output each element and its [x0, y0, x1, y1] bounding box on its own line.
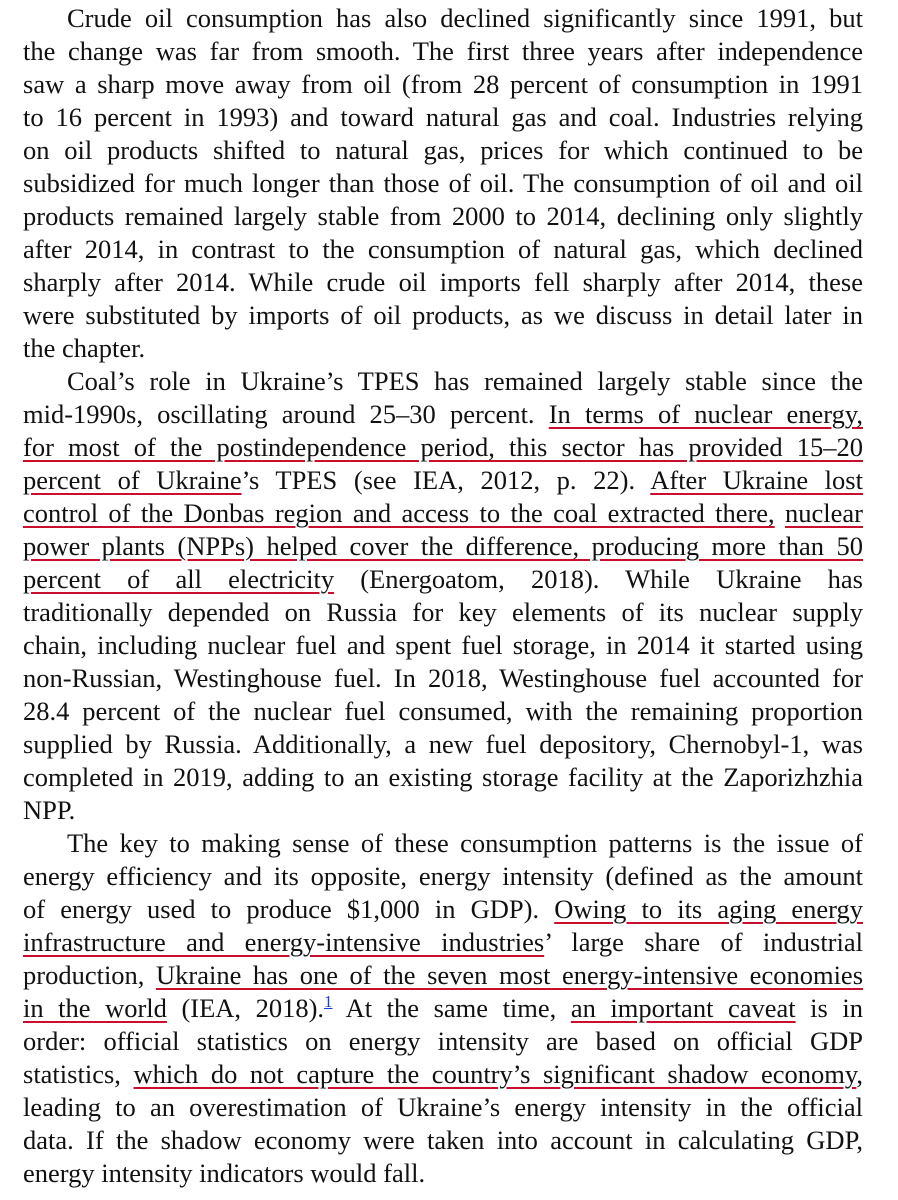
highlighted-text: infrastructure and energy-intensive industries	[23, 927, 545, 957]
text-segment: energy intensity indicators would fall.	[23, 1158, 426, 1188]
text-line	[23, 431, 863, 464]
text-line	[23, 1124, 863, 1157]
text-segment: saw a sharp move away from oil (from 28 percent of consumption in 1991	[23, 69, 863, 99]
text-segment: supplied by Russia. Additionally, a new fuel depository, Chernobyl-1, was	[23, 729, 863, 759]
text-segment: is in	[795, 993, 864, 1023]
text-line	[23, 299, 863, 332]
text-segment: were substituted by imports of oil products, as we discuss in detail later in	[23, 300, 863, 330]
text-segment: At the same time,	[332, 993, 571, 1023]
text-segment: to 16 percent in 1993) and toward natural gas and coal. Industries relying	[23, 102, 863, 132]
text-segment: data. If the shadow economy were taken into account in calculating GDP,	[23, 1125, 863, 1155]
text-segment: completed in 2019, adding to an existing storage facility at the Zaporizhzhia	[23, 762, 863, 792]
text-line	[23, 695, 863, 728]
text-line	[23, 68, 863, 101]
highlighted-text: an important caveat	[570, 993, 796, 1023]
text-segment: the chapter.	[23, 333, 146, 363]
text-segment: leading to an overestimation of Ukraine’s energy intensity in the official	[23, 1092, 863, 1122]
text-line	[23, 464, 863, 497]
text-line	[23, 398, 863, 431]
text-segment: Crude oil consumption has also declined significantly since 1991, but	[67, 3, 863, 33]
text-line	[23, 761, 863, 794]
text-line	[23, 728, 863, 761]
text-segment: mid-1990s, oscillating around 25–30 percent.	[23, 399, 549, 429]
text-segment: order: official statistics on energy intensity are based on official GDP	[23, 1026, 863, 1056]
highlighted-text: power plants (NPPs) helped cover the difference, producing more than 50	[23, 531, 863, 561]
text-segment: ’s TPES (see IEA, 2012, p. 22).	[241, 465, 651, 495]
text-segment: (IEA, 2018).	[166, 993, 325, 1023]
highlighted-text: Owing to its aging energy	[554, 894, 863, 924]
text-segment: ,	[856, 1059, 864, 1089]
text-segment: on oil products shifted to natural gas, prices for which continued to be	[23, 135, 863, 165]
text-line	[23, 233, 863, 266]
highlighted-text: which do not capture the country’s significant shadow economy	[133, 1059, 857, 1089]
text-segment: chain, including nuclear fuel and spent fuel storage, in 2014 it started using	[23, 630, 863, 660]
text-line	[23, 926, 863, 959]
text-line	[23, 1025, 863, 1058]
text-line	[23, 35, 863, 68]
text-line	[23, 134, 863, 167]
text-line	[23, 266, 863, 299]
text-segment: energy efficiency and its opposite, energy intensity (defined as the amount	[23, 861, 863, 891]
text-line	[23, 497, 863, 530]
text-segment: sharply after 2014. While crude oil imports fell sharply after 2014, these	[23, 267, 863, 297]
text-segment: the change was far from smooth. The first three years after independence	[23, 36, 863, 66]
text-line	[23, 662, 863, 695]
highlighted-text: percent of Ukraine	[23, 465, 242, 495]
text-line	[23, 101, 863, 134]
text-line	[23, 992, 863, 1025]
text-segment: statistics,	[23, 1059, 134, 1089]
text-line	[67, 827, 863, 860]
text-line	[23, 530, 863, 563]
text-segment: NPP.	[23, 795, 76, 825]
highlighted-text: After Ukraine lost	[650, 465, 863, 495]
text-segment: (Energoatom, 2018). While Ukraine has	[334, 564, 863, 594]
text-line	[23, 563, 863, 596]
text-line	[23, 167, 863, 200]
text-segment: The key to making sense of these consumption patterns is the issue of	[67, 828, 863, 858]
text-segment: subsidized for much longer than those of oil. The consumption of oil and oil	[23, 168, 863, 198]
footnote-link[interactable]: 1	[324, 992, 333, 1011]
text-segment: of energy used to produce $1,000 in GDP).	[23, 894, 555, 924]
highlighted-text: nuclear	[785, 498, 863, 528]
highlighted-text: Ukraine has one of the seven most energy-intensive economies	[155, 960, 864, 990]
text-segment: after 2014, in contrast to the consumption of natural gas, which declined	[23, 234, 863, 264]
text-line	[23, 959, 863, 992]
text-line	[23, 629, 863, 662]
text-line	[23, 860, 863, 893]
text-segment: 28.4 percent of the nuclear fuel consumed, with the remaining proportion	[23, 696, 863, 726]
text-segment: non-Russian, Westinghouse fuel. In 2018, Westinghouse fuel accounted for	[23, 663, 863, 693]
text-segment: production,	[23, 960, 156, 990]
text-segment: ’ large share of industrial	[544, 927, 863, 957]
text-segment	[775, 498, 785, 528]
text-line	[23, 794, 863, 827]
highlighted-text: percent of all electricity	[23, 564, 335, 594]
highlighted-text: control of the Donbas region and access to the coal extracted there,	[23, 498, 775, 528]
highlighted-text: in the world	[23, 993, 167, 1023]
text-line	[23, 1157, 863, 1190]
text-line	[67, 365, 863, 398]
highlighted-text: In terms of nuclear energy,	[548, 399, 863, 429]
text-line	[23, 596, 863, 629]
text-segment: Coal’s role in Ukraine’s TPES has remained largely stable since the	[67, 366, 863, 396]
text-line	[23, 1091, 863, 1124]
text-line	[23, 1058, 863, 1091]
highlighted-text: for most of the postindependence period, this sector has provided 15–20	[23, 432, 863, 462]
text-segment: products remained largely stable from 2000 to 2014, declining only slightly	[23, 201, 863, 231]
text-segment: traditionally depended on Russia for key elements of its nuclear supply	[23, 597, 863, 627]
text-line	[67, 2, 863, 35]
text-line	[23, 200, 863, 233]
text-line	[23, 332, 863, 365]
footnote-marker	[324, 992, 333, 1011]
text-line	[23, 893, 863, 926]
